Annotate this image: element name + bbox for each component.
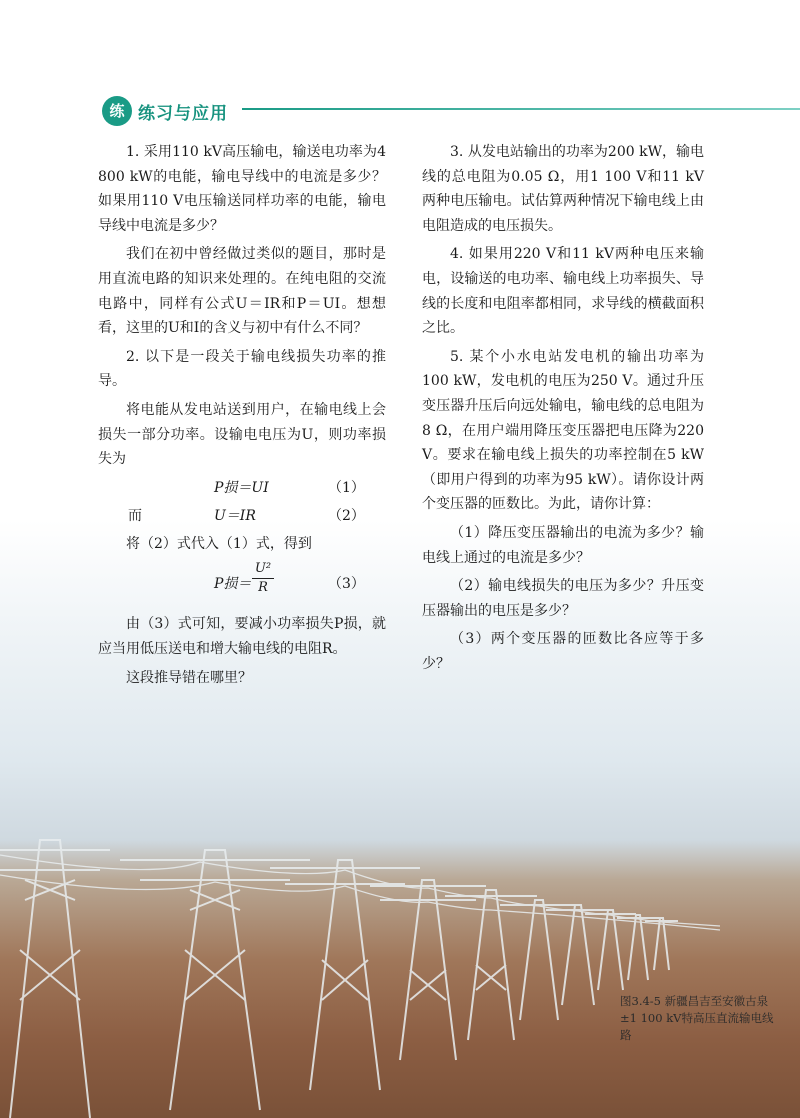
formula-2-number: （2） — [328, 507, 365, 524]
formula-2 — [98, 504, 386, 530]
formula-3-lhs: P损＝ — [214, 576, 252, 593]
question-4: 4. 如果用220 V和11 kV两种电压来输电，设输送的电功率、输电线上功率损失、导线的长度和电阻率都相同，求导线的横截面积之比。 — [422, 246, 704, 337]
formula-3 — [98, 560, 386, 610]
question-5: 5. 某个小水电站发电机的输出功率为100 kW，发电机的电压为250 V。通过升压变压器升压后向远处输电，输电线的总电阻为8 Ω，在用户端用降压变压器把电压降为220 V。要求在输电线上损失的功率控制在5 kW（即用户得到的功率为95 kW）。请你设计两个变压器的匝数比。为此，请你计算： — [422, 348, 704, 513]
formula-2-prefix: 而 — [128, 507, 142, 524]
section-title: 练习与应用 — [138, 104, 228, 124]
question-5-part-1: （1）降压变压器输出的电流为多少？输电线上通过的电流是多少？ — [422, 524, 704, 566]
exercise-icon: 练 — [102, 96, 132, 126]
formula-1-text: P损＝UI — [214, 479, 269, 496]
fraction-numerator: U² — [254, 561, 272, 577]
figure-caption: 图3.4-5 新疆昌吉至安徽古泉±1 100 kV特高压直流输电线路 — [620, 994, 774, 1042]
question-1: 1. 采用110 kV高压输电，输送电功率为4 800 kW的电能，输电导线中的电流是多少？如果用110 V电压输送同样功率的电能，输电导线中电流是多少？ — [98, 144, 386, 234]
conclusion-line: 由（3）式可知，要减小功率损失P损，就应当用低压送电和增大输电线的电阻R。 — [98, 616, 386, 657]
tower-3 — [270, 860, 420, 1090]
tower-1 — [0, 840, 110, 1118]
formula-1-number: （1） — [328, 479, 365, 496]
formula-3-fraction — [252, 560, 274, 597]
tower-6 — [500, 900, 578, 1020]
header-divider — [242, 108, 800, 110]
formula-2-text: U＝IR — [214, 507, 256, 524]
formula-1 — [98, 476, 386, 502]
right-column — [422, 140, 704, 680]
question-3: 3. 从发电站输出的功率为200 kW，输电线的总电阻为0.05 Ω，用1 100 V和11 kV两种电压输电。试估算两种情况下输电线上由电阻造成的电压损失。 — [422, 144, 704, 234]
tower-7 — [546, 905, 610, 1005]
section-header — [102, 96, 800, 130]
question-5-part-2: （2）输电线损失的电压为多少？升压变压器输出的电压是多少？ — [422, 578, 704, 619]
question-2: 2. 以下是一段关于输电线损失功率的推导。 — [98, 348, 386, 390]
left-column — [98, 140, 386, 694]
question-5-part-3: （3）两个变压器的匝数比各应等于多少？ — [422, 631, 704, 672]
substitution-line: 将（2）式代入（1）式，得到 — [126, 535, 312, 552]
formula-3-number: （3） — [328, 576, 365, 593]
fraction-denominator: R — [252, 578, 274, 597]
question-2-body: 将电能从发电站送到用户，在输电线上会损失一部分功率。设输电电压为U，则功率损失为 — [98, 401, 386, 468]
tower-9 — [617, 915, 659, 980]
question-2-ask: 这段推导错在哪里？ — [126, 669, 252, 686]
question-1-note: 我们在初中曾经做过类似的题目，那时是用直流电路的知识来处理的。在纯电阻的交流电路中，同样有公式U＝IR和P＝UI。想想看，这里的U和I的含义与初中有什么不同？ — [98, 246, 386, 337]
